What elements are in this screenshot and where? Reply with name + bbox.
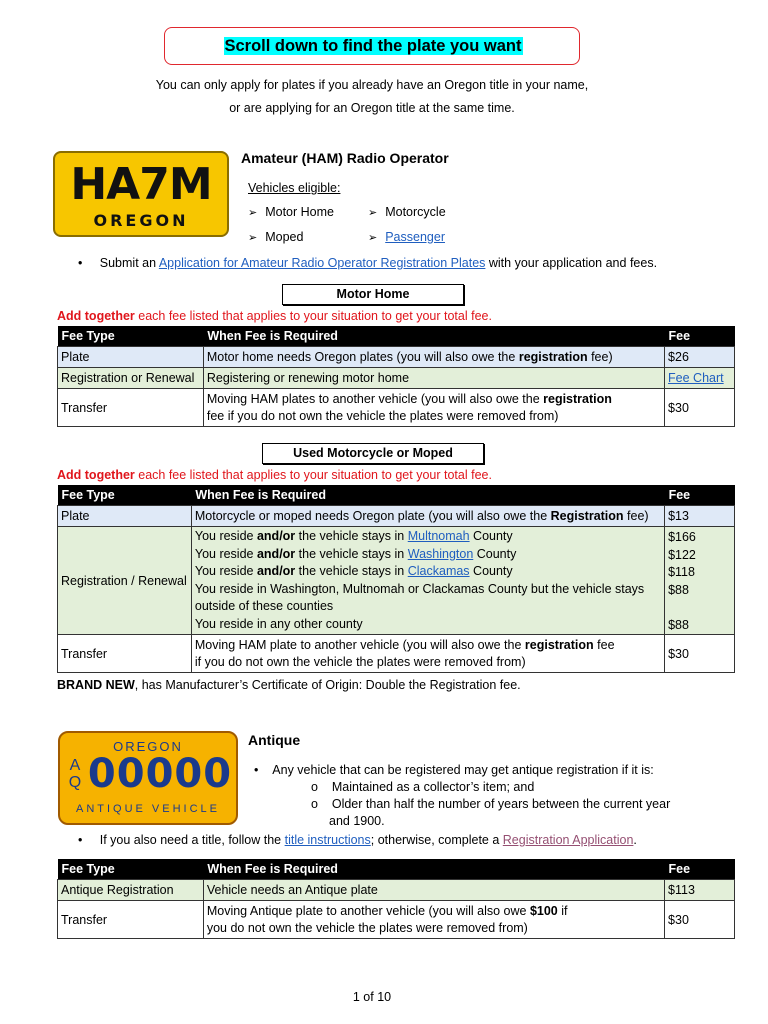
table-row: Registration / Renewal You reside and/or the vehicle stays in Multnomah County You reside and/or the vehicle stays in Washington County You reside and/or the vehicle stays in Clackamas County You reside in Washington, Multnomah or Clackamas County but the vehicle stays outside of these counties You reside in any other county $166 $122 $118 $88 $88 [58,527,735,635]
antique-bullet: • Any vehicle that can be registered may get antique registration if it is: [254,763,654,777]
bullet-dot-icon: • [78,256,83,270]
table-row: Transfer Moving HAM plate to another vehicle (you will also owe the registration fee if you do not own the vehicle the plates were removed from) $30 [58,635,735,673]
add-together-note: Add together each fee listed that applies to your situation to get your total fee. [57,468,492,482]
table-row: Antique Registration Vehicle needs an Antique plate $113 [58,880,735,901]
ham-section-title: Amateur (HAM) Radio Operator [241,150,449,166]
ham-plate-number: HA7M [70,159,212,210]
passenger-link[interactable]: Passenger [385,230,445,244]
table-row: Plate Motorcycle or moped needs Oregon plate (you will also owe the Registration fee) $13 [58,506,735,527]
header-when: When Fee is Required [203,326,664,347]
motor-home-heading: Motor Home [282,284,464,305]
registration-application-link[interactable]: Registration Application [502,833,634,847]
arrow-bullet-icon: ➢ [248,232,258,244]
antique-title-line: • If you also need a title, follow the title instructions; otherwise, complete a Registration Application. [78,833,637,847]
table-row: Transfer Moving HAM plates to another vehicle (you will also owe the registration fee if you do not own the vehicle the plates were removed from) $30 [58,389,735,427]
antique-sub-2: o Older than half the number of years between the current year [311,797,671,811]
add-together-note: Add together each fee listed that applies to your situation to get your total fee. [57,309,492,323]
antique-plate-image [58,731,238,825]
table-row: Registration or Renewal Registering or renewing motor home Fee Chart [58,368,735,389]
washington-link[interactable]: Washington [407,546,474,561]
scroll-banner [164,27,580,65]
table-header-row [58,326,735,347]
arrow-bullet-icon: ➢ [248,207,258,219]
antique-plate-number: 00000 [87,751,233,797]
banner-text: Scroll down to find the plate you want [224,37,522,55]
antique-sub-2-cont: and 1900. [329,814,385,828]
eligible-passenger [368,230,445,244]
table-row: Plate Motor home needs Oregon plates (you will also owe the registration fee) $26 [58,347,735,368]
ham-plate-state: OREGON [93,211,189,230]
bullet-dot-icon: • [254,763,259,777]
intro-line-2: or are applying for an Oregon title at the same time. [229,101,515,115]
ham-application-link[interactable]: Application for Amateur Radio Operator Registration Plates [158,256,486,270]
motor-home-fee-table [57,326,735,427]
antique-fee-table [57,859,735,939]
multnomah-link[interactable]: Multnomah [407,529,470,543]
table-row: Transfer Moving Antique plate to another vehicle (you will also owe $100 if you do not own the vehicle the plates were removed from) $30 [58,901,735,939]
header-fee-type: Fee Type [58,326,204,347]
bullet-dot-icon: • [78,833,83,847]
eligible-motorcycle: ➢ Motorcycle [368,205,446,219]
antique-section-title: Antique [248,732,301,748]
eligible-moped: ➢ Moped [248,230,304,244]
circle-bullet-icon: o [311,797,318,811]
antique-plate-state: OREGON [113,739,183,754]
table-header-row: Fee Type When Fee is Required Fee [58,485,735,506]
header-fee: Fee [665,326,735,347]
page-number: 1 of 10 [352,990,392,1004]
motorcycle-fee-table [57,485,735,673]
arrow-bullet-icon: ➢ [368,232,378,244]
antique-sub-1: o Maintained as a collector’s item; and [311,780,535,794]
ham-submit-line: • Submit an Application for Amateur Radio Operator Registration Plates with your application and fees. [78,256,658,270]
arrow-bullet-icon: ➢ [368,207,378,219]
fee-chart-link[interactable]: Fee Chart [668,371,724,385]
eligible-motor-home: ➢ Motor Home [248,205,334,219]
antique-plate-bottom: ANTIQUE VEHICLE [75,803,221,815]
ham-plate-image [53,151,229,237]
intro-line-1: You can only apply for plates if you already have an Oregon title in your name, [155,78,589,92]
motorcycle-heading: Used Motorcycle or Moped [262,443,484,464]
clackamas-link[interactable]: Clackamas [407,564,470,578]
table-header-row: Fee Type When Fee is Required Fee [58,859,735,880]
title-instructions-link[interactable]: title instructions [284,833,371,847]
antique-plate-letters: AQ [68,757,82,791]
brand-new-note: BRAND NEW, has Manufacturer’s Certificate of Origin: Double the Registration fee. [57,678,521,692]
circle-bullet-icon: o [311,780,318,794]
vehicles-eligible-label: Vehicles eligible: [248,181,341,195]
